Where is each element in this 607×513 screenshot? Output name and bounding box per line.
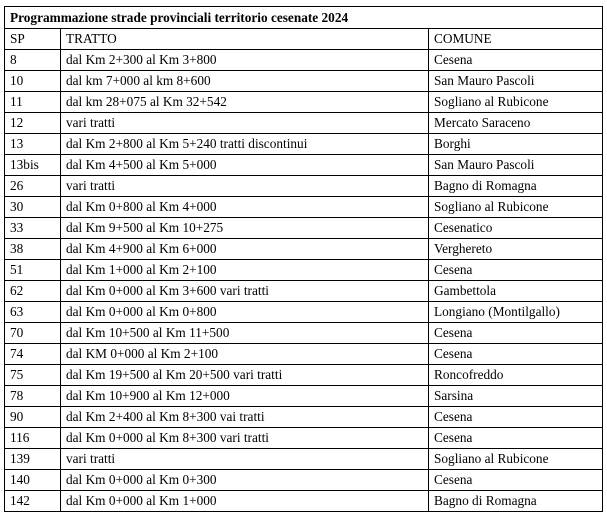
header-row: [5, 29, 603, 50]
cell-tratto: dal KM 0+000 al Km 2+100: [61, 344, 429, 365]
cell-tratto: dal Km 0+000 al Km 3+600 vari tratti: [61, 281, 429, 302]
cell-sp: 30: [5, 197, 61, 218]
cell-comune: Sarsina: [429, 386, 603, 407]
cell-tratto: dal Km 0+000 al Km 1+000: [61, 491, 429, 512]
cell-comune: Gambettola: [429, 281, 603, 302]
cell-comune: Bagno di Romagna: [429, 176, 603, 197]
cell-sp: 63: [5, 302, 61, 323]
cell-sp: 33: [5, 218, 61, 239]
table-head: [5, 7, 603, 50]
cell-comune: Cesena: [429, 470, 603, 491]
cell-comune: Borghi: [429, 134, 603, 155]
cell-tratto: dal Km 4+900 al Km 6+000: [61, 239, 429, 260]
cell-tratto: vari tratti: [61, 113, 429, 134]
cell-sp: 12: [5, 113, 61, 134]
table-row: [5, 239, 603, 260]
cell-comune: San Mauro Pascoli: [429, 155, 603, 176]
cell-sp: 142: [5, 491, 61, 512]
cell-sp: 13bis: [5, 155, 61, 176]
cell-tratto: dal Km 0+000 al Km 8+300 vari tratti: [61, 428, 429, 449]
table-row: [5, 344, 603, 365]
table-body: [5, 50, 603, 512]
cell-sp: 78: [5, 386, 61, 407]
cell-tratto: dal Km 1+000 al Km 2+100: [61, 260, 429, 281]
cell-comune: Longiano (Montilgallo): [429, 302, 603, 323]
table-row: [5, 365, 603, 386]
cell-sp: 116: [5, 428, 61, 449]
cell-sp: 13: [5, 134, 61, 155]
cell-comune: Sogliano al Rubicone: [429, 449, 603, 470]
table-row: [5, 134, 603, 155]
cell-tratto: dal Km 2+300 al Km 3+800: [61, 50, 429, 71]
cell-comune: San Mauro Pascoli: [429, 71, 603, 92]
cell-tratto: dal Km 2+400 al Km 8+300 vai tratti: [61, 407, 429, 428]
cell-tratto: dal Km 0+000 al Km 0+800: [61, 302, 429, 323]
cell-sp: 38: [5, 239, 61, 260]
cell-comune: Cesena: [429, 407, 603, 428]
cell-comune: Sogliano al Rubicone: [429, 197, 603, 218]
cell-comune: Cesena: [429, 50, 603, 71]
table-row: [5, 218, 603, 239]
table-row: [5, 323, 603, 344]
cell-comune: Sogliano al Rubicone: [429, 92, 603, 113]
cell-comune: Mercato Saraceno: [429, 113, 603, 134]
cell-comune: Cesena: [429, 323, 603, 344]
cell-tratto: dal Km 2+800 al Km 5+240 tratti discontinui: [61, 134, 429, 155]
cell-tratto: dal Km 0+800 al Km 4+000: [61, 197, 429, 218]
table-row: [5, 71, 603, 92]
cell-tratto: dal km 28+075 al Km 32+542: [61, 92, 429, 113]
cell-comune: Cesena: [429, 260, 603, 281]
cell-comune: Bagno di Romagna: [429, 491, 603, 512]
cell-comune: Roncofreddo: [429, 365, 603, 386]
cell-sp: 139: [5, 449, 61, 470]
cell-sp: 75: [5, 365, 61, 386]
cell-sp: 74: [5, 344, 61, 365]
column-header-sp: SP: [5, 29, 61, 50]
table-row: [5, 281, 603, 302]
table-row: [5, 449, 603, 470]
cell-comune: Cesena: [429, 428, 603, 449]
cell-sp: 90: [5, 407, 61, 428]
cell-tratto: dal Km 4+500 al Km 5+000: [61, 155, 429, 176]
cell-sp: 26: [5, 176, 61, 197]
table-row: [5, 92, 603, 113]
cell-sp: 51: [5, 260, 61, 281]
table-row: [5, 197, 603, 218]
cell-sp: 10: [5, 71, 61, 92]
cell-tratto: dal km 7+000 al km 8+600: [61, 71, 429, 92]
roads-table: [4, 6, 603, 512]
cell-comune: Verghereto: [429, 239, 603, 260]
table-row: [5, 302, 603, 323]
cell-comune: Cesenatico: [429, 218, 603, 239]
table-row: [5, 428, 603, 449]
cell-tratto: vari tratti: [61, 449, 429, 470]
table-row: [5, 113, 603, 134]
column-header-comune: COMUNE: [429, 29, 603, 50]
cell-tratto: dal Km 19+500 al Km 20+500 vari tratti: [61, 365, 429, 386]
table-title: Programmazione strade provinciali territorio cesenate 2024: [5, 7, 603, 29]
table-row: [5, 50, 603, 71]
table-row: [5, 407, 603, 428]
table-row: [5, 155, 603, 176]
table-row: [5, 470, 603, 491]
title-row: [5, 7, 603, 29]
column-header-tratto: TRATTO: [61, 29, 429, 50]
cell-sp: 62: [5, 281, 61, 302]
table-row: [5, 176, 603, 197]
table-row: [5, 491, 603, 512]
cell-tratto: dal Km 0+000 al Km 0+300: [61, 470, 429, 491]
table-row: [5, 386, 603, 407]
cell-sp: 70: [5, 323, 61, 344]
cell-sp: 140: [5, 470, 61, 491]
cell-tratto: dal Km 9+500 al Km 10+275: [61, 218, 429, 239]
cell-tratto: vari tratti: [61, 176, 429, 197]
cell-comune: Cesena: [429, 344, 603, 365]
cell-tratto: dal Km 10+500 al Km 11+500: [61, 323, 429, 344]
cell-sp: 8: [5, 50, 61, 71]
cell-sp: 11: [5, 92, 61, 113]
table-row: [5, 260, 603, 281]
cell-tratto: dal Km 10+900 al Km 12+000: [61, 386, 429, 407]
